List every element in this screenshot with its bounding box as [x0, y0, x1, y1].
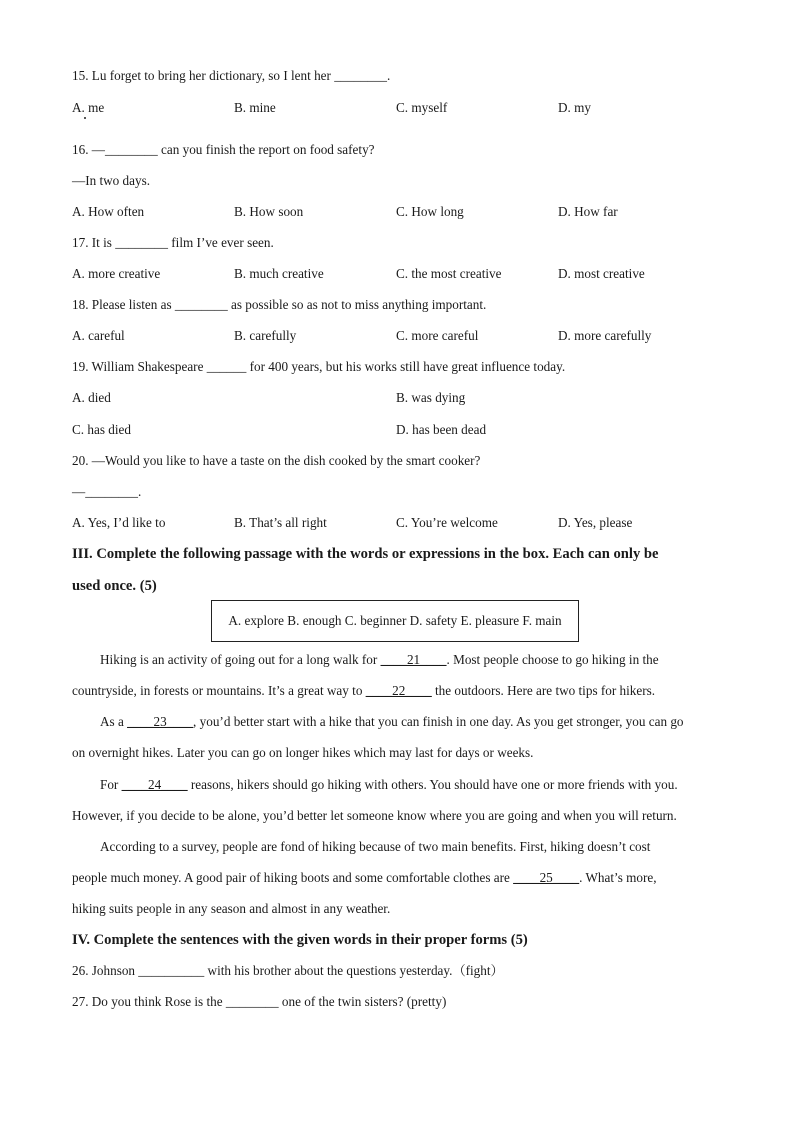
q20-stem: 20. —Would you like to have a taste on the dish cooked by the smart cooker?: [72, 453, 481, 468]
passage-line-1: [100, 651, 659, 669]
blank-21: ____21____: [380, 652, 447, 667]
passage-line-9: hiking suits people in any season and almost in any weather.: [72, 901, 391, 916]
q17-option-a: A. more creative: [72, 266, 161, 281]
blank-23: ____23____: [127, 714, 194, 729]
passage-line-2: [72, 682, 655, 700]
q16-option-a: A. How often: [72, 204, 145, 219]
passage-line-8: [72, 869, 657, 887]
passage-text: As a: [100, 714, 128, 729]
q16-option-d: D. How far: [558, 204, 618, 219]
blank-24: ____24____: [121, 777, 188, 792]
q16-blank: ________: [104, 142, 158, 157]
word-box: A. explore B. enough C. beginner D. safety E. pleasure F. main: [211, 600, 579, 642]
q18-option-c: C. more careful: [396, 328, 479, 343]
q16-stem-pre: 16. —: [72, 142, 105, 157]
q19-option-c: C. has died: [72, 422, 131, 437]
passage-text: reasons, hikers should go hiking with others. You should have one or more friends with you.: [187, 777, 678, 792]
q17-option-b: B. much creative: [234, 266, 324, 281]
q19-option-b: B. was dying: [396, 390, 466, 405]
q19-stem: 19. William Shakespeare ______ for 400 years, but his works still have great influence today.: [72, 359, 566, 374]
q20-option-d: D. Yes, please: [558, 515, 633, 530]
q18-option-d: D. more carefully: [558, 328, 652, 343]
q18-stem: 18. Please listen as ________ as possible so as not to miss anything important.: [72, 297, 487, 312]
passage-text: For: [100, 777, 122, 792]
q15-option-d: D. my: [558, 100, 591, 115]
q20-reply: —________.: [72, 484, 142, 499]
passage-line-6: However, if you decide to be alone, you’d better let someone know where you are going and when you will return.: [72, 808, 677, 823]
q15-option-a: A. me: [72, 100, 105, 115]
q15-option-b: B. mine: [234, 100, 276, 115]
q19-option-a: A. died: [72, 390, 111, 405]
q16-option-c: C. How long: [396, 204, 464, 219]
stray-dot: [84, 117, 86, 119]
section3-heading-line2: used once. (5): [72, 578, 157, 594]
passage-text: people much money. A good pair of hiking boots and some comfortable clothes are: [72, 870, 514, 885]
passage-text: . Most people choose to go hiking in the: [446, 652, 659, 667]
section4-heading: IV. Complete the sentences with the given words in their proper forms (5): [72, 932, 528, 948]
passage-line-3: [100, 713, 684, 731]
q15-option-c: C. myself: [396, 100, 448, 115]
q16-stem: [72, 141, 375, 159]
section3-heading-line1: III. Complete the following passage with the words or expressions in the box. Each can only be: [72, 546, 659, 562]
passage-line-7: According to a survey, people are fond of hiking because of two main benefits. First, hiking doesn’t cost: [100, 839, 651, 854]
passage-text: the outdoors. Here are two tips for hikers.: [431, 683, 656, 698]
passage-line-4: on overnight hikes. Later you can go on longer hikes which may last for days or weeks.: [72, 745, 534, 760]
q26-stem: 26. Johnson __________ with his brother about the questions yesterday.（fight）: [72, 963, 504, 978]
q16-stem-post: can you finish the report on food safety?: [157, 142, 375, 157]
passage-text: countryside, in forests or mountains. It’s a great way to: [72, 683, 366, 698]
q17-stem: 17. It is ________ film I’ve ever seen.: [72, 235, 274, 250]
q19-option-d: D. has been dead: [396, 422, 487, 437]
q17-option-c: C. the most creative: [396, 266, 502, 281]
q20-option-c: C. You’re welcome: [396, 515, 498, 530]
q27-stem: 27. Do you think Rose is the ________ one of the twin sisters? (pretty): [72, 994, 447, 1009]
q18-option-a: A. careful: [72, 328, 125, 343]
q20-option-b: B. That’s all right: [234, 515, 327, 530]
passage-text: . What’s more,: [579, 870, 657, 885]
passage-text: Hiking is an activity of going out for a long walk for: [100, 652, 381, 667]
passage-line-5: [100, 776, 678, 794]
blank-25: ____25____: [513, 870, 580, 885]
q18-option-b: B. carefully: [234, 328, 297, 343]
q16-reply: —In two days.: [72, 173, 151, 188]
q17-option-d: D. most creative: [558, 266, 645, 281]
q15-stem: 15. Lu forget to bring her dictionary, so I lent her ________.: [72, 68, 391, 83]
q16-option-b: B. How soon: [234, 204, 304, 219]
q20-option-a: A. Yes, I’d like to: [72, 515, 166, 530]
passage-text: , you’d better start with a hike that you can finish in one day. As you get stronger, you can go: [193, 714, 684, 729]
blank-22: ____22____: [365, 683, 432, 698]
